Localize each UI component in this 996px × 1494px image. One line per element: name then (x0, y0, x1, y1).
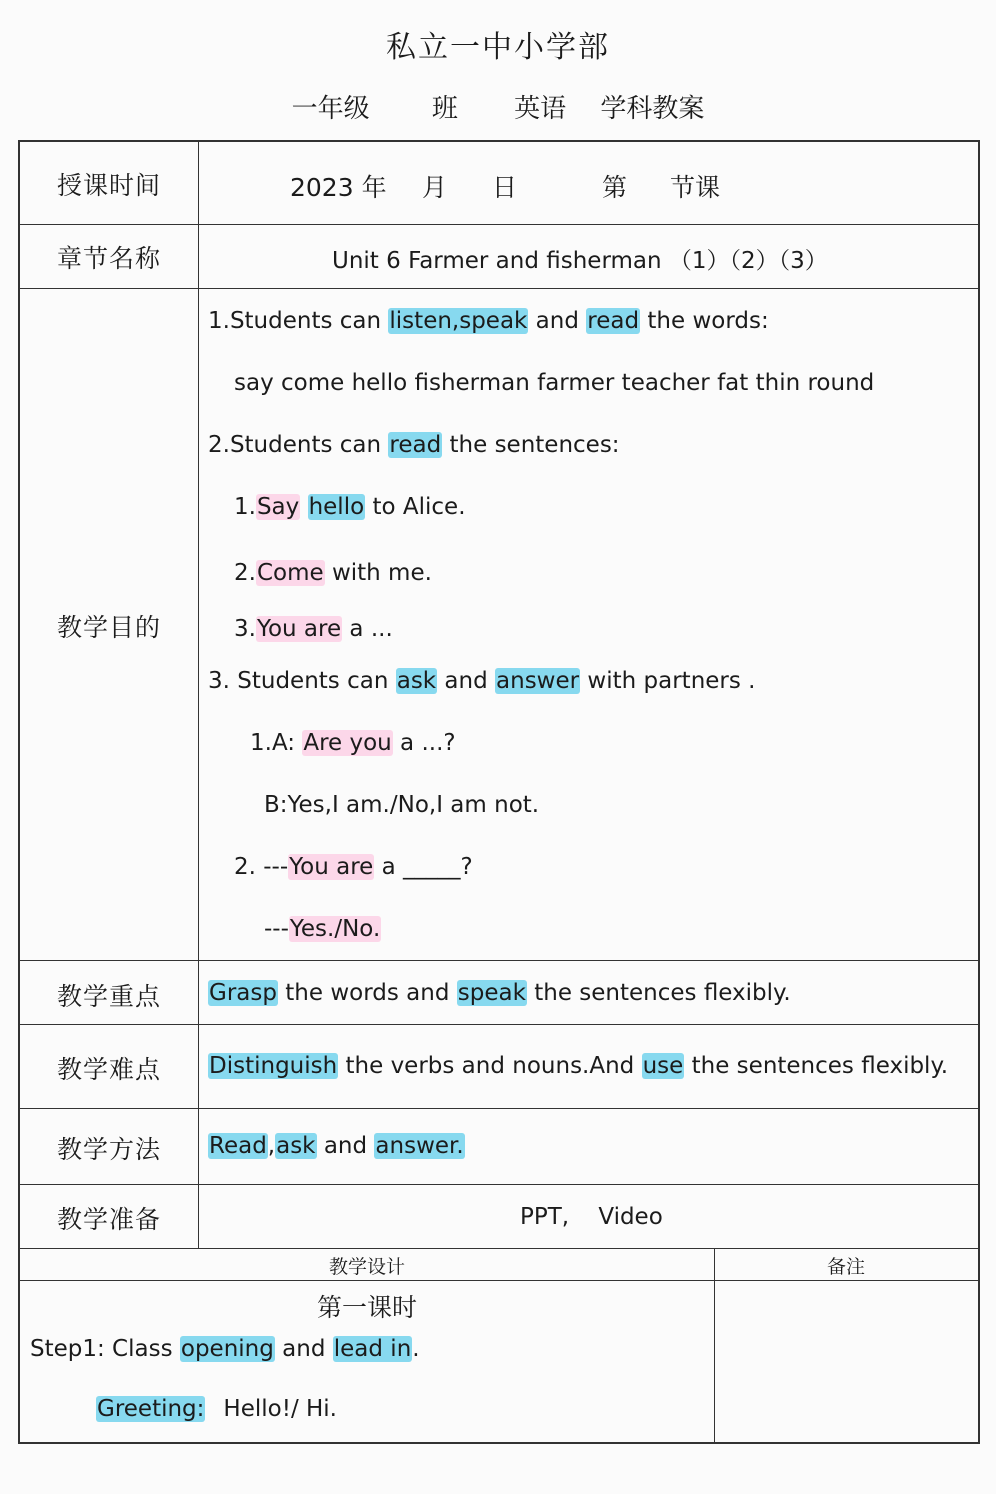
highlight: Grasp (209, 980, 277, 1006)
school-name: 私立一中小学部 (386, 30, 610, 65)
highlight: speak (457, 980, 526, 1006)
difficulties-value (208, 1053, 948, 1079)
document-subtitle (0, 88, 996, 125)
text: and (437, 668, 496, 694)
text: 1. (234, 494, 256, 520)
highlight: Distinguish (209, 1053, 338, 1079)
text: the sentences: (442, 432, 620, 458)
period-label: 节课 (670, 173, 721, 202)
text: the words and (277, 980, 457, 1006)
text: --- (264, 916, 289, 942)
text: with partners . (580, 668, 756, 694)
sentence-1 (234, 494, 466, 520)
highlight: Come (256, 560, 324, 586)
text: a ... (342, 616, 393, 642)
text: and (528, 308, 587, 334)
highlight: You are (256, 616, 342, 642)
day-label: 日 (492, 173, 518, 202)
highlight: use (642, 1053, 684, 1079)
lesson-title: 第一课时 (316, 1293, 417, 1322)
subject: 英语 (514, 94, 567, 124)
month-label: 月 (422, 173, 448, 202)
text: 3. (234, 616, 256, 642)
highlight: Say (256, 494, 300, 520)
methods-label: 教学方法 (56, 1135, 161, 1164)
text: a ...? (392, 730, 456, 756)
preparation-value: PPT, Video (520, 1204, 663, 1230)
row-divider (20, 1024, 978, 1025)
text: 2. --- (234, 854, 289, 880)
text: the sentences flexibly. (684, 1053, 949, 1079)
highlight: answer (496, 668, 580, 694)
highlight: opening (180, 1336, 274, 1362)
highlight: Greeting: (97, 1396, 205, 1422)
text: a _____? (374, 854, 473, 880)
highlight: Are you (303, 730, 392, 756)
time-label: 授课时间 (56, 171, 161, 200)
text: 1.A: (250, 730, 303, 756)
chapter-label: 章节名称 (56, 244, 161, 273)
text: 1.Students can (208, 308, 389, 334)
text: Step1: Class (30, 1336, 180, 1362)
text: , (267, 1133, 276, 1159)
objective-3 (208, 668, 755, 694)
text: and (274, 1336, 333, 1362)
highlight: read (389, 432, 442, 458)
highlight: Yes./No. (289, 916, 381, 942)
methods-value (208, 1133, 465, 1159)
chapter-value: Unit 6 Farmer and fisherman （1）（2）（3） (332, 248, 828, 274)
key-points-label: 教学重点 (56, 982, 161, 1011)
greeting-line (96, 1396, 337, 1422)
row-divider (20, 960, 978, 961)
preparation-label: 教学准备 (56, 1205, 161, 1234)
row-divider (20, 288, 978, 289)
highlight: read (587, 308, 640, 334)
highlight: listen,speak (389, 308, 528, 334)
text: the words: (640, 308, 769, 334)
sentence-3 (234, 616, 393, 642)
text: 2.Students can (208, 432, 389, 458)
highlight: Read (209, 1133, 267, 1159)
sentence-2 (234, 560, 432, 586)
di-label: 第 (602, 173, 628, 202)
objectives-label: 教学目的 (56, 613, 161, 642)
highlight: ask (396, 668, 437, 694)
dialogue-2-answer (264, 916, 381, 942)
text: the verbs and nouns.And (338, 1053, 642, 1079)
highlight: lead in (333, 1336, 412, 1362)
highlight: You are (289, 854, 374, 880)
text: the sentences flexibly. (526, 980, 791, 1006)
key-points-value (208, 980, 791, 1006)
text: Hello!/ Hi. (223, 1396, 337, 1422)
notes-header: 备注 (826, 1256, 865, 1278)
row-divider (20, 1184, 978, 1185)
grade: 一年级 (291, 94, 370, 124)
row-divider (20, 224, 978, 225)
text: 2. (234, 560, 256, 586)
objective-1 (208, 308, 769, 334)
text: to Alice. (365, 494, 466, 520)
highlight: answer. (375, 1133, 464, 1159)
doc-type: 学科教案 (600, 94, 705, 124)
dialogue-2-question (234, 854, 473, 880)
row-divider (20, 1108, 978, 1109)
dialogue-1-answer: B:Yes,I am./No,I am not. (264, 792, 540, 818)
objective-2 (208, 432, 620, 458)
highlight: ask (276, 1133, 316, 1159)
highlight: hello (308, 494, 365, 520)
difficulties-label: 教学难点 (56, 1055, 161, 1084)
column-divider (198, 142, 199, 1248)
text: with me. (324, 560, 432, 586)
text: . (412, 1336, 420, 1362)
vocabulary-words: say come hello fisherman farmer teacher fat thin round (234, 370, 875, 396)
design-header: 教学设计 (328, 1256, 405, 1278)
step-1 (30, 1336, 420, 1362)
year-value: 2023 年 (290, 173, 387, 202)
class-label: 班 (431, 94, 458, 124)
lesson-plan-table (18, 140, 980, 1444)
row-divider (20, 1280, 978, 1281)
dialogue-1-question (250, 730, 456, 756)
row-divider (20, 1248, 978, 1249)
text: 3. Students can (208, 668, 396, 694)
text: and (316, 1133, 375, 1159)
